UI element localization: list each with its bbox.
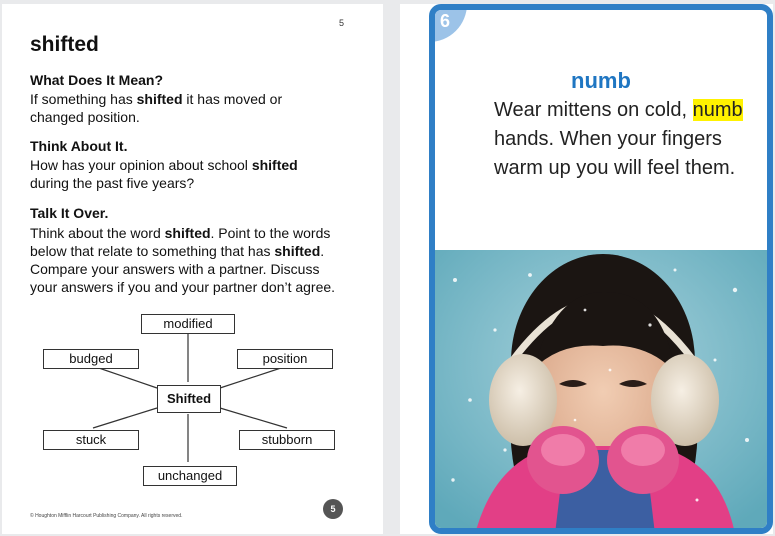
word-box-budged[interactable]: budged [43, 349, 139, 369]
word-box-unchanged[interactable]: unchanged [143, 466, 237, 486]
section-heading-meaning: What Does It Mean? [30, 72, 164, 88]
card-frame [429, 4, 773, 534]
photo-illustration [435, 250, 767, 534]
section-body-think: How has your opinion about school shifted during the past five years? [30, 157, 298, 191]
word-box-stubborn[interactable]: stubborn [239, 430, 335, 450]
word-box-position[interactable]: position [237, 349, 333, 369]
word-box-center-shifted: Shifted [157, 385, 221, 413]
word-box-stuck[interactable]: stuck [43, 430, 139, 450]
card-number-badge: 6 [429, 4, 467, 42]
card-word: numb [571, 68, 631, 93]
section-body-talk: Think about the word shifted. Point to the words below that relate to something that has shifted. Compare your answers with a partner. Discuss your answers if you and your partner don’t agree. [30, 225, 336, 295]
highlighted-word: numb [692, 99, 743, 121]
copyright-text: © Houghton Mifflin Harcourt Publishing Company. All rights reserved. [30, 513, 183, 519]
section-heading-talk: Talk It Over. [30, 205, 109, 221]
card-sentence: Wear mittens on cold, numb hands. When your fingers warm up you will feel them. [494, 99, 743, 179]
girl-earmuffs-snow-photo [435, 250, 767, 534]
vocabulary-card [400, 4, 773, 534]
word-web-diagram [2, 304, 383, 494]
section-heading-think: Think About It. [30, 138, 128, 154]
word-box-modified[interactable]: modified [141, 314, 235, 334]
vocabulary-word-title: shifted [30, 33, 99, 56]
section-body-meaning: If something has shifted it has moved or changed position. [30, 91, 283, 125]
page-number-top: 5 [339, 18, 345, 28]
worksheet-page [2, 4, 383, 534]
page-number-badge: 5 [323, 499, 343, 519]
